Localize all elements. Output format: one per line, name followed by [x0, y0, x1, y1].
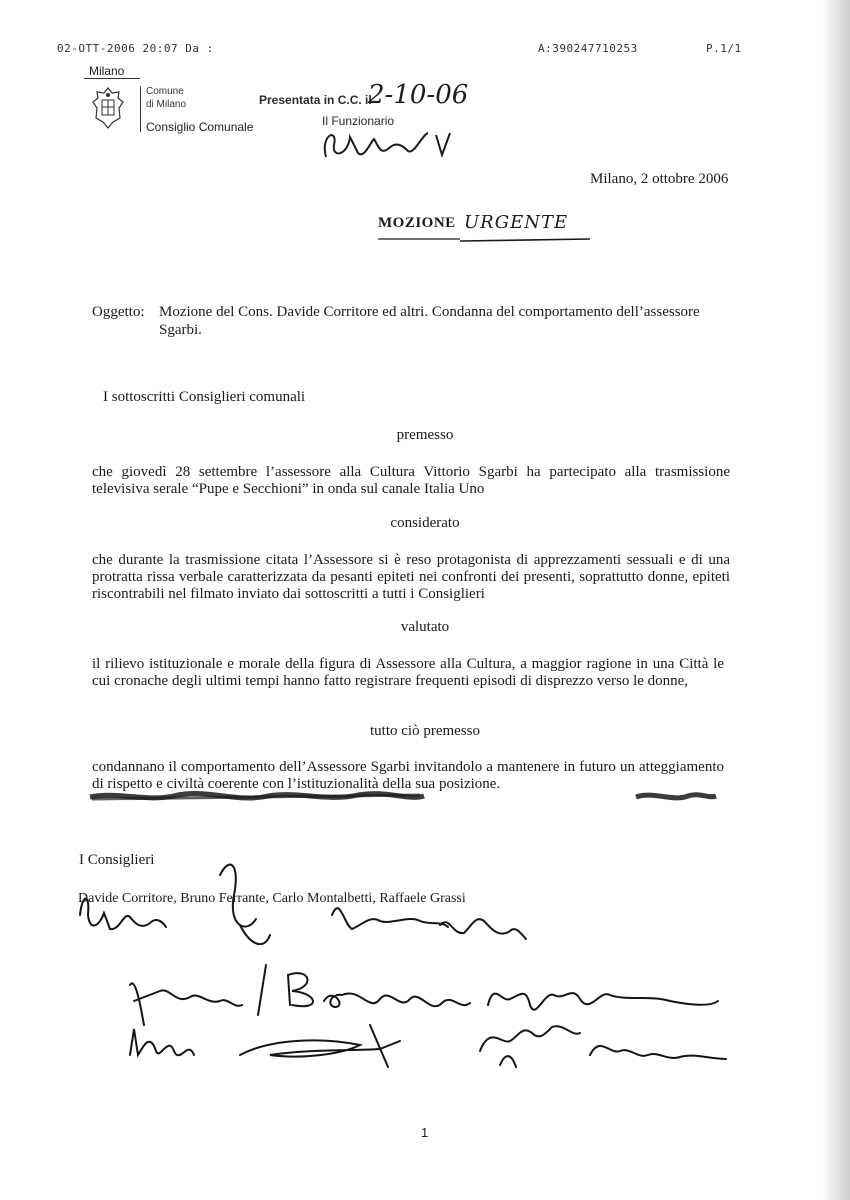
section-text-considerato: che durante la trasmissione citata l’Assessore si è reso protagonista di apprezzamenti sessuali e di una protratta rissa verbale caratterizzata da pesanti epiteti nei confronti dei presenti, soprattutto donne, epiteti riscontrabili nel filmato inviato dai sottoscritti a tutti i Consiglieri [92, 552, 730, 602]
section-text-valutato: il rilievo istituzionale e morale della figura di Assessore alla Cultura, a maggior ragione in una Città le cui cronache degli ultimi tempi hanno fatto registrare frequenti episodi di disprezzo verso le donne, [92, 656, 724, 689]
section-heading-conclusion: tutto ciò premesso [370, 723, 480, 739]
intro-text: I sottoscritti Consiglieri comunali [103, 389, 306, 405]
signatories-label: I Consiglieri [79, 852, 155, 868]
logo-line-1: Comune [146, 86, 184, 97]
section-text-premesso: che giovedì 28 settembre l’assessore alla Cultura Vittorio Sgarbi ha partecipato alla trasmissione televisiva serale “Pupe e Secchioni” in onda sul canale Italia Uno [92, 464, 730, 497]
fax-header-number: A:390247710253 [538, 42, 638, 55]
paper-edge-shadow [822, 0, 850, 1200]
logo-divider [140, 86, 141, 132]
subject-label: Oggetto: [92, 304, 145, 320]
struck-out-text [88, 789, 728, 810]
official-signature [318, 115, 468, 170]
section-heading-considerato: considerato [390, 515, 460, 531]
section-heading-valutato: valutato [400, 619, 450, 635]
subject-line-2: Sgarbi. [159, 322, 202, 338]
coat-of-arms-icon [91, 86, 125, 135]
stamp-presented: Presentata in C.C. il [259, 93, 372, 107]
page-number: 1 [421, 1125, 429, 1140]
signatories-names: Davide Corritore, Bruno Ferrante, Carlo Montalbetti, Raffaele Grassi [78, 891, 466, 906]
date-line: Milano, 2 ottobre 2006 [590, 171, 729, 187]
logo-line-3: Consiglio Comunale [146, 120, 254, 134]
logo-city-label: Milano [89, 64, 125, 78]
logo-top-rule [84, 78, 140, 79]
title-underline [376, 233, 596, 251]
fax-header-sender: 02-OTT-2006 20:07 Da : [57, 42, 214, 55]
motion-title: MOZIONE [378, 215, 456, 231]
fax-header-page: P.1/1 [706, 42, 742, 55]
section-heading-premesso: premesso [396, 427, 454, 443]
motion-urgent-handwritten: URGENTE [464, 212, 569, 233]
logo-line-2: di Milano [146, 99, 187, 110]
stamp-handwritten-date: 2-10-06 [368, 80, 469, 110]
handwritten-signatures [70, 855, 750, 1090]
section-text-conclusion: condannano il comportamento dell’Assessore Sgarbi invitandolo a mantenere in futuro un atteggiamento di rispetto e civiltà coerente con l’istituzionalità della sua posizione. [92, 759, 724, 792]
stamp-official: Il Funzionario [322, 114, 395, 128]
subject-line-1: Mozione del Cons. Davide Corritore ed altri. Condanna del comportamento dell’assessore [159, 304, 700, 320]
